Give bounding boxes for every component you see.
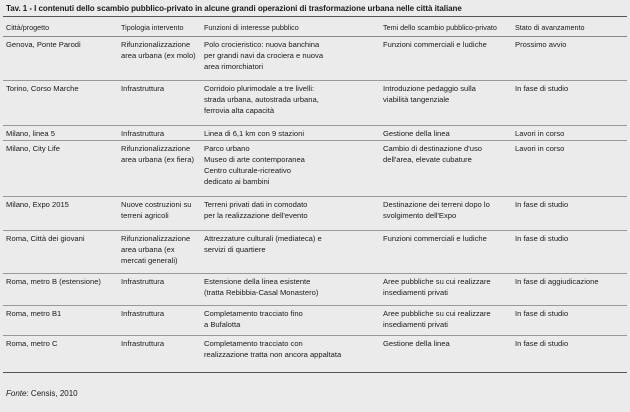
table-cell-type [118,80,201,125]
table-header-row [3,16,627,36]
table-cell-exchange [380,36,512,80]
cell-line: In fase di studio [515,83,569,93]
cell-line: Completamento tracciato fino [204,308,303,318]
cell-line: Genova, Ponte Parodi [6,39,81,49]
cell-line: Roma, Città dei giovani [6,233,85,243]
table-cell-status [512,140,627,196]
table-cell-type [118,125,201,140]
cell-line: insediamenti privati [383,319,448,329]
cell-line: In fase di studio [515,338,569,348]
table-cell-public [201,305,380,335]
cell-line: Rifunzionalizzazione [121,143,191,153]
table-cell-status [512,273,627,305]
cell-line: strada urbana, autostrada urbana, [204,94,319,104]
table-cell-city [3,80,118,125]
table-cell-exchange [380,230,512,273]
table-cell-city [3,140,118,196]
cell-line: a Bufalotta [204,319,241,329]
cell-line: dell'area, elevate cubature [383,154,472,164]
table-cell-type [118,335,201,371]
cell-line: insediamenti privati [383,287,448,297]
table-cell-public [201,230,380,273]
cell-line: Infrastruttura [121,308,165,318]
column-header-public-functions: Funzioni di interesse pubblico [201,16,380,36]
cell-line: ferrovia alta capacità [204,105,275,115]
cell-line: Museo di arte contemporanea [204,154,305,164]
cell-line: Infrastruttura [121,83,165,93]
table-cell-status [512,305,627,335]
data-table [3,16,627,371]
cell-line: servizi di quartiere [204,244,266,254]
table-cell-status [512,196,627,230]
table-cell-city [3,230,118,273]
cell-line: area urbana (ex [121,244,175,254]
cell-line: Lavori in corso [515,143,565,153]
cell-line: Cambio di destinazione d'uso [383,143,482,153]
cell-line: area rimorchiatori [204,61,264,71]
column-header-type: Tipologia intervento [118,16,201,36]
table-row [3,80,627,125]
cell-line: Milano, Expo 2015 [6,199,69,209]
table-cell-exchange [380,335,512,371]
cell-line: Corridoio plurimodale a tre livelli: [204,83,315,93]
cell-line: Funzioni commerciali e ludiche [383,233,487,243]
source-label: Fonte [6,389,27,398]
cell-line: Prossimo avvio [515,39,567,49]
cell-line: Estensione della linea esistente [204,276,311,286]
cell-line: In fase di studio [515,308,569,318]
table-cell-status [512,125,627,140]
table-row [3,335,627,371]
cell-line: per la realizzazione dell'evento [204,210,308,220]
table-cell-status [512,36,627,80]
table-cell-status [512,80,627,125]
cell-line: Roma, metro B (estensione) [6,276,101,286]
cell-line: In fase di aggiudicazione [515,276,599,286]
table-row [3,125,627,140]
column-header-city: Città/progetto [3,16,118,36]
cell-line: Infrastruttura [121,276,165,286]
column-header-status: Stato di avanzamento [512,16,627,36]
cell-line: Completamento tracciato con [204,338,303,348]
cell-line: Polo crocieristico: nuova banchina [204,39,320,49]
cell-line: Introduzione pedaggio sulla [383,83,476,93]
cell-line: Nuove costruzioni su [121,199,192,209]
cell-line: svolgimento dell'Expo [383,210,457,220]
cell-line: In fase di studio [515,199,569,209]
table-row [3,273,627,305]
cell-line: Rifunzionalizzazione [121,39,191,49]
table-row [3,196,627,230]
table-cell-type [118,305,201,335]
table-bottom-rule [3,372,627,373]
table-cell-type [118,230,201,273]
table-cell-public [201,335,380,371]
cell-line: Parco urbano [204,143,250,153]
table-cell-city [3,196,118,230]
cell-line: Attrezzature culturali (mediateca) e [204,233,322,243]
table-cell-status [512,335,627,371]
cell-line: dedicato ai bambini [204,176,270,186]
cell-line: Aree pubbliche su cui realizzare [383,276,491,286]
table-cell-exchange [380,140,512,196]
cell-line: area urbana (ex molo) [121,50,196,60]
cell-line: Centro culturale-ricreativo [204,165,291,175]
table-cell-exchange [380,305,512,335]
cell-line: Milano, City Life [6,143,61,153]
cell-line: Milano, linea 5 [6,128,55,138]
column-header-exchange-themes: Temi dello scambio pubblico-privato [380,16,512,36]
table-body [3,36,627,371]
cell-line: Destinazione dei terreni dopo lo [383,199,490,209]
cell-line: Roma, metro C [6,338,58,348]
table-row [3,140,627,196]
table-cell-public [201,273,380,305]
table-cell-public [201,36,380,80]
cell-line: Gestione della linea [383,338,450,348]
cell-line: In fase di studio [515,233,569,243]
cell-line: area urbana (ex fiera) [121,154,195,164]
cell-line: per grandi navi da crociera e nuova [204,50,324,60]
cell-line: Gestione della linea [383,128,450,138]
table-cell-status [512,230,627,273]
cell-line: Rifunzionalizzazione [121,233,191,243]
cell-line: mercati generali) [121,255,178,265]
table-cell-public [201,80,380,125]
table-cell-type [118,273,201,305]
table-row [3,230,627,273]
table-cell-public [201,125,380,140]
table-cell-city [3,335,118,371]
cell-line: viabilità tangenziale [383,94,450,104]
table-cell-city [3,36,118,80]
cell-line: Infrastruttura [121,338,165,348]
cell-line: Lavori in corso [515,128,565,138]
table-cell-exchange [380,80,512,125]
table-cell-public [201,196,380,230]
table-row [3,305,627,335]
table-cell-type [118,140,201,196]
cell-line: Funzioni commerciali e ludiche [383,39,487,49]
cell-line: (tratta Rebibbia-Casal Monastero) [204,287,319,297]
cell-line: Torino, Corso Marche [6,83,79,93]
table-cell-type [118,196,201,230]
cell-line: Linea di 6,1 km con 9 stazioni [204,128,305,138]
cell-line: terreni agricoli [121,210,169,220]
table-row [3,36,627,80]
table-cell-city [3,305,118,335]
table-cell-exchange [380,273,512,305]
table-cell-type [118,36,201,80]
source-text: : Censis, 2010 [26,389,78,398]
cell-line: Terreni privati dati in comodato [204,199,308,209]
cell-line: Infrastruttura [121,128,165,138]
table-cell-exchange [380,196,512,230]
table-cell-city [3,125,118,140]
cell-line: Aree pubbliche su cui realizzare [383,308,491,318]
cell-line: realizzazione tratta non ancora appaltata [204,349,342,359]
table-cell-city [3,273,118,305]
table-cell-exchange [380,125,512,140]
table-cell-public [201,140,380,196]
source-note [6,389,78,398]
cell-line: Roma, metro B1 [6,308,62,318]
table-title: Tav. 1 - I contenuti dello scambio pubblico-privato in alcune grandi operazioni di trasformazione urbana nelle città italiane [6,4,462,13]
